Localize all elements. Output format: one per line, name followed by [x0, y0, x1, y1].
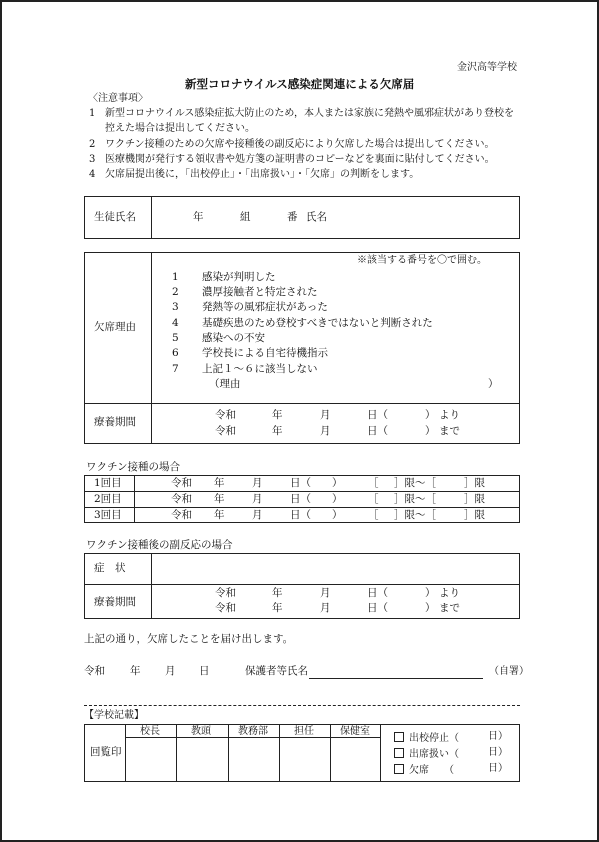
decision-unit: 日） [488, 747, 508, 758]
note-text: 欠席届提出後に，「出校停止」・「出席扱い」・「欠席」の判断をします。 [105, 169, 420, 180]
student-name-table [84, 196, 520, 239]
declaration-statement: 上記の通り，欠席したことを届け出します。 [84, 633, 294, 645]
day-unit: 日（ [367, 602, 388, 614]
month-unit: 月 [252, 477, 263, 489]
cut-line [84, 705, 520, 706]
period-bracket-open: ［ [368, 477, 379, 489]
day-unit: 日（ [290, 509, 311, 521]
signature-note: （自署） [489, 666, 529, 677]
notes-heading: 〈注意事項〉 [88, 93, 148, 104]
weekday-close: ） [425, 425, 436, 437]
era-label: 令和 [215, 409, 236, 421]
period-bracket-mid: ］限～［ [394, 493, 436, 505]
era-label: 令和 [171, 509, 192, 521]
decision-suspension [394, 732, 459, 744]
side-effect-heading: ワクチン接種後の副反応の場合 [86, 539, 233, 551]
era-label: 令和 [171, 477, 192, 489]
other-reason-close: ） [488, 378, 499, 390]
year-unit: 年 [272, 587, 283, 599]
day-unit: 日 [199, 665, 210, 677]
vaccine-heading: ワクチン接種の場合 [86, 461, 180, 473]
year-unit: 年 [214, 477, 225, 489]
year-unit: 年 [214, 493, 225, 505]
day-unit: 日（ [290, 477, 311, 489]
student-name-field[interactable]: 氏名 [306, 211, 327, 223]
stamp-column-academic-affairs: 教務部 [238, 726, 268, 737]
period-bracket-close: ］限 [464, 509, 485, 521]
guardian-label: 保護者等氏名 [245, 665, 308, 677]
stamp-column-homeroom: 担任 [294, 726, 314, 737]
note-number: 2 [89, 139, 96, 150]
guardian-signature-line[interactable] [309, 678, 483, 679]
weekday-close: ） [332, 477, 343, 489]
weekday-close: ） [332, 493, 343, 505]
reason-option-number[interactable]: 4 [172, 317, 179, 329]
note-text: 医療機関が発行する領収書や処方箋の証明書のコピーなどを裏面に貼付してください。 [105, 154, 495, 165]
note-number: 1 [89, 108, 96, 119]
circulation-stamp-label: 回覧印 [90, 746, 122, 758]
stamp-column-principal: 校長 [140, 726, 160, 737]
period-to: まで [439, 425, 460, 437]
grade-field[interactable]: 年 [193, 211, 204, 223]
era-label: 令和 [171, 493, 192, 505]
reason-option-number[interactable]: 3 [172, 301, 179, 313]
month-unit: 月 [165, 665, 176, 677]
day-unit: 日（ [367, 587, 388, 599]
reason-option[interactable]: 感染への不安 [202, 332, 265, 344]
note-text: 控えた場合は提出してください。 [105, 123, 255, 134]
reason-instruction: ※該当する番号を〇で囲む。 [357, 255, 487, 266]
era-label: 令和 [215, 587, 236, 599]
other-reason-open: （理由 [209, 378, 241, 390]
period-bracket-mid: ］限～［ [394, 509, 436, 521]
reason-option-number[interactable]: 5 [172, 332, 179, 344]
school-use-heading: 【学校記載】 [84, 710, 144, 721]
period-from: より [439, 587, 460, 599]
month-unit: 月 [252, 509, 263, 521]
form-title: 新型コロナウイルス感染症関連による欠席届 [185, 77, 415, 91]
weekday-close: ） [425, 602, 436, 614]
student-name-label: 生徒氏名 [94, 211, 136, 223]
reason-label: 欠席理由 [94, 321, 136, 333]
day-unit: 日（ [367, 409, 388, 421]
class-field[interactable]: 組 [240, 211, 251, 223]
year-unit: 年 [272, 409, 283, 421]
period-bracket-open: ［ [368, 493, 379, 505]
decision-unit: 日） [488, 731, 508, 742]
reason-option[interactable]: 発熱等の風邪症状があった [202, 301, 328, 313]
period-bracket-mid: ］限～［ [394, 477, 436, 489]
stamp-column-nurse: 保健室 [340, 726, 370, 737]
school-name: 金沢高等学校 [457, 62, 517, 73]
note-number: 3 [89, 154, 96, 165]
student-number-field[interactable]: 番 [287, 211, 298, 223]
decision-label: 出席扱い（ [409, 749, 459, 760]
decision-label: 出校停止（ [409, 733, 459, 744]
year-unit: 年 [214, 509, 225, 521]
reason-option-number[interactable]: 7 [172, 363, 179, 375]
note-text: ワクチン接種のための欠席や接種後の副反応により欠席した場合は提出してください。 [105, 139, 495, 150]
year-unit: 年 [272, 602, 283, 614]
year-unit: 年 [272, 425, 283, 437]
note-number: 4 [89, 169, 96, 180]
decision-label: 欠席 （ [409, 765, 454, 776]
day-unit: 日（ [290, 493, 311, 505]
absence-checkbox[interactable] [394, 764, 404, 774]
period-from: より [439, 409, 460, 421]
stamp-column-vice-principal: 教頭 [191, 726, 211, 737]
decision-attendance [394, 748, 459, 760]
month-unit: 月 [320, 602, 331, 614]
reason-option-number[interactable]: 6 [172, 347, 179, 359]
weekday-close: ） [425, 409, 436, 421]
period-to: まで [439, 602, 460, 614]
vaccine-dose-label: 3回目 [94, 509, 122, 521]
reason-option-number[interactable]: 1 [172, 271, 179, 283]
reason-option-number[interactable]: 2 [172, 286, 179, 298]
reason-option[interactable]: 上記１～６に該当しない [202, 363, 318, 375]
month-unit: 月 [320, 587, 331, 599]
reason-option[interactable]: 学校長による自宅待機指示 [202, 347, 328, 359]
era-label: 令和 [215, 602, 236, 614]
decision-unit: 日） [488, 763, 508, 774]
symptom-label: 症 状 [94, 562, 126, 574]
note-text: 新型コロナウイルス感染症拡大防止のため，本人または家族に発熱や風邪症状があり登校を [105, 108, 514, 119]
side-effect-period-label: 療養期間 [94, 596, 136, 608]
day-unit: 日（ [367, 425, 388, 437]
reason-option[interactable]: 感染が判明した [202, 271, 276, 283]
attendance-checkbox[interactable] [394, 748, 404, 758]
year-unit: 年 [130, 665, 141, 677]
decision-absence [394, 764, 454, 776]
period-bracket-close: ］限 [464, 477, 485, 489]
month-unit: 月 [320, 425, 331, 437]
era-label: 令和 [215, 425, 236, 437]
vaccine-dose-label: 2回目 [94, 493, 122, 505]
reason-option[interactable]: 濃厚接触者と特定された [202, 286, 318, 298]
weekday-close: ） [425, 587, 436, 599]
period-label: 療養期間 [94, 416, 136, 428]
month-unit: 月 [252, 493, 263, 505]
period-bracket-open: ［ [368, 509, 379, 521]
reason-option[interactable]: 基礎疾患のため登校すべきではないと判断された [202, 317, 433, 329]
era-label: 令和 [84, 665, 105, 677]
weekday-close: ） [332, 509, 343, 521]
period-bracket-close: ］限 [464, 493, 485, 505]
vaccine-dose-label: 1回目 [94, 477, 122, 489]
month-unit: 月 [320, 409, 331, 421]
suspension-checkbox[interactable] [394, 732, 404, 742]
